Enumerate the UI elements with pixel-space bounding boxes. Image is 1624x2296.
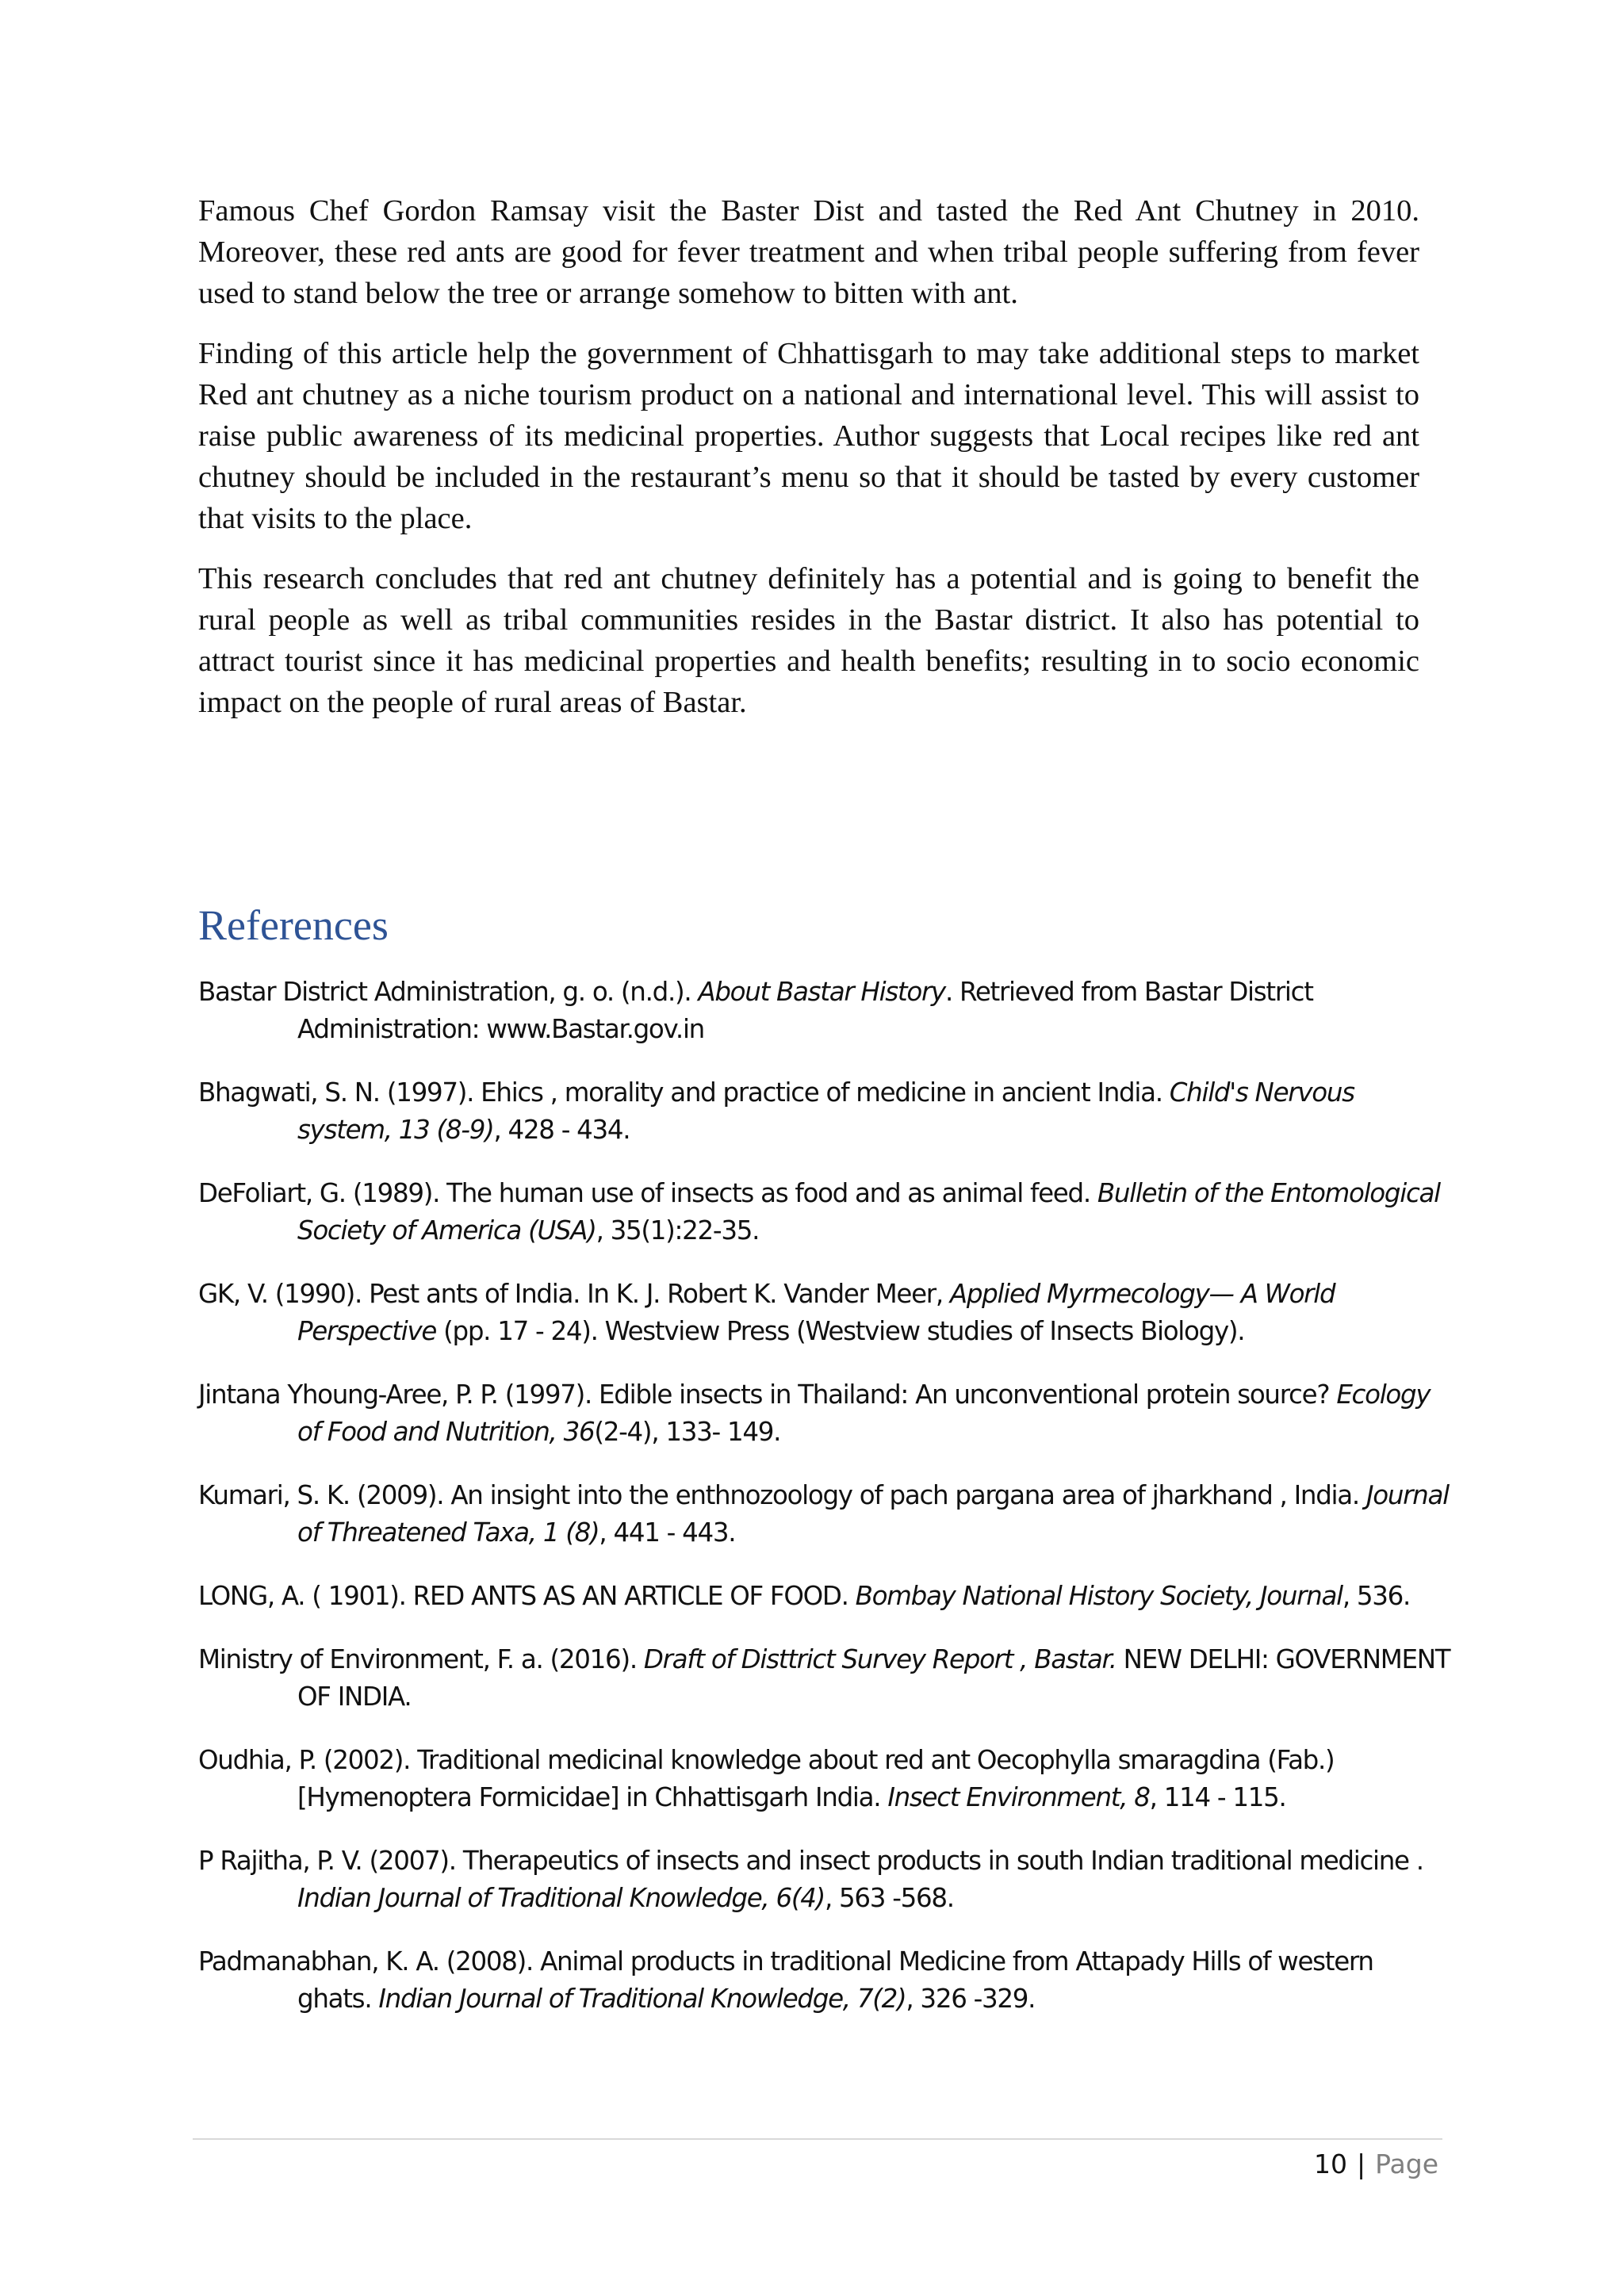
reference-text: GK, V. (1990). Pest ants of India. In K. J. Robert K. Vander Meer, (198, 1279, 950, 1309)
reference-source: Bombay National History Society, Journal (855, 1581, 1342, 1611)
reference-source: Draft of Disttrict Survey Report , Bastar. (643, 1644, 1116, 1674)
reference-entry (198, 1943, 1451, 2018)
body-text (198, 190, 1419, 742)
reference-entry (198, 1477, 1451, 1552)
reference-details: , 428 - 434. (493, 1115, 630, 1145)
reference-entry (198, 1175, 1451, 1249)
reference-source: Indian Journal of Traditional Knowledge, 6(4) (297, 1883, 825, 1913)
reference-entry (198, 974, 1451, 1048)
reference-details: , 114 - 115. (1149, 1782, 1286, 1812)
reference-details: , 441 - 443. (599, 1517, 736, 1548)
page-number: 10 (1313, 2149, 1347, 2179)
reference-text: Bastar District Administration, g. o. (n.d.). (198, 977, 699, 1007)
reference-source: Child's Nervous system, 13 (8-9) (297, 1077, 1354, 1145)
reference-text: Ministry of Environment, F. a. (2016). (198, 1644, 644, 1674)
reference-source: Insect Environment, 8 (887, 1782, 1150, 1812)
reference-entry (198, 1074, 1451, 1149)
reference-text: Bhagwati, S. N. (1997). Ehics , morality and practice of medicine in ancient India. (198, 1077, 1170, 1108)
footer-divider (193, 2138, 1442, 2140)
footer-separator: | (1356, 2149, 1366, 2179)
reference-text: Padmanabhan, K. A. (2008). Animal products in traditional Medicine from Attapady Hills of western ghats. (198, 1946, 1373, 2014)
reference-source: Journal of Threatened Taxa, 1 (8) (297, 1480, 1449, 1548)
reference-text: Oudhia, P. (2002). Traditional medicinal knowledge about red ant Oecophylla smaragdina (Fab.) [Hymenoptera Formicidae] in Chhattisgarh India. (198, 1745, 1335, 1812)
reference-text: DeFoliart, G. (1989). The human use of insects as food and as animal feed. (198, 1178, 1097, 1208)
references-heading: References (198, 901, 389, 949)
paragraph: Famous Chef Gordon Ramsay visit the Baster Dist and tasted the Red Ant Chutney in 2010. Moreover, these red ants are good for fever treatment and when tribal people suffering from fever used to stand below the tree or arrange somehow to bitten with ant. (198, 194, 1419, 310)
reference-source: Applied Myrmecology— A World Perspective (297, 1279, 1335, 1346)
reference-text: P Rajitha, P. V. (2007). Therapeutics of insects and insect products in south Indian traditional medicine . (198, 1846, 1423, 1876)
reference-source: Bulletin of the Entomological Society of America (USA) (297, 1178, 1440, 1246)
reference-details: NEW DELHI: GOVERNMENT OF INDIA. (297, 1644, 1450, 1712)
page-footer (1314, 2145, 1438, 2184)
reference-details: (2-4), 133- 149. (594, 1417, 781, 1447)
paragraph: Finding of this article help the government of Chhattisgarh to may take additional steps to market Red ant chutney as a niche tourism product on a national and international level. This will assist to raise public awareness of its medicinal properties. Author suggests that Local recipes like red ant chutney should be included in the restaurant’s menu so that it should be tasted by every customer that visits to the place. (198, 337, 1419, 535)
reference-details: , 563 -568. (824, 1883, 954, 1913)
reference-entry (198, 1276, 1451, 1350)
page-label: Page (1375, 2149, 1438, 2179)
reference-entry (198, 1742, 1451, 1816)
reference-source: About Bastar History (698, 977, 945, 1007)
reference-details: , 536. (1342, 1581, 1411, 1611)
reference-source: Ecology of Food and Nutrition, 36 (297, 1380, 1431, 1447)
reference-entry (198, 1641, 1451, 1716)
reference-source: Indian Journal of Traditional Knowledge, 7(2) (378, 1984, 906, 2014)
references-list (198, 974, 1451, 2044)
reference-text: Jintana Yhoung-Aree, P. P. (1997). Edible insects in Thailand: An unconventional protein source? (198, 1380, 1337, 1410)
reference-details: (pp. 17 - 24). Westview Press (Westview studies of Insects Biology). (436, 1316, 1245, 1346)
reference-details: . Retrieved from Bastar District Administration: www.Bastar.gov.in (297, 977, 1313, 1044)
reference-text: Kumari, S. K. (2009). An insight into the enthnozoology of pach pargana area of jharkhand , India. (198, 1480, 1366, 1510)
reference-entry (198, 1843, 1451, 1917)
reference-details: , 35(1):22-35. (596, 1215, 760, 1246)
reference-entry (198, 1376, 1451, 1451)
paragraph: This research concludes that red ant chutney definitely has a potential and is going to benefit the rural people as well as tribal communities resides in the Bastar district. It also has potential to attract tourist since it has medicinal properties and health benefits; resulting in to socio economic impact on the people of rural areas of Bastar. (198, 562, 1419, 719)
reference-text: LONG, A. ( 1901). RED ANTS AS AN ARTICLE OF FOOD. (198, 1581, 856, 1611)
reference-entry (198, 1578, 1451, 1615)
reference-details: , 326 -329. (906, 1984, 1036, 2014)
